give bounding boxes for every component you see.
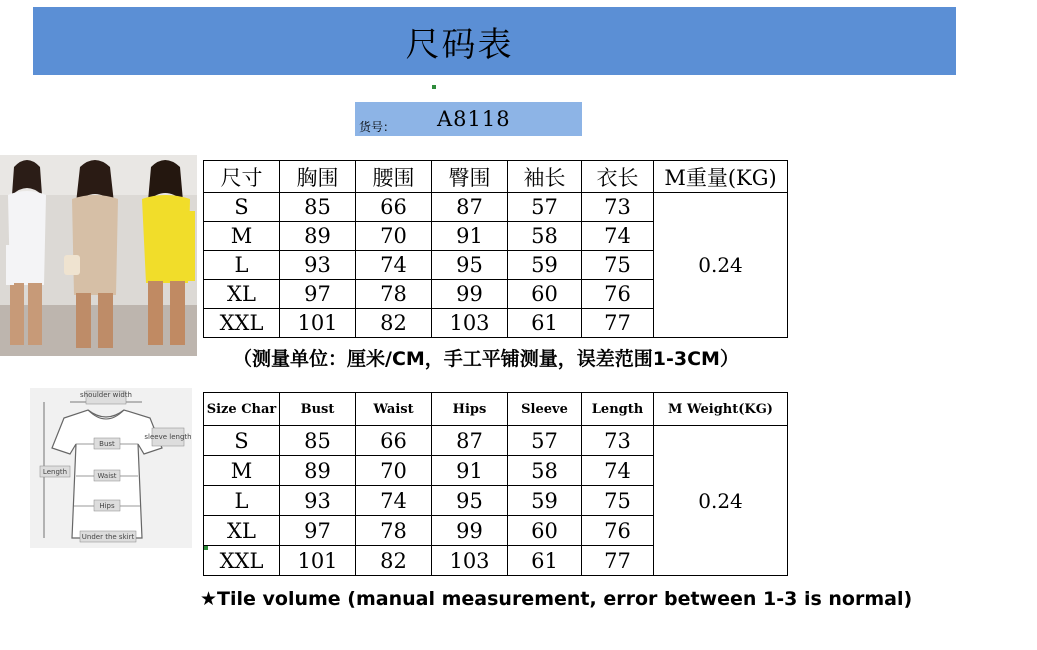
size-table-cn bbox=[203, 160, 788, 338]
cell-hips: 99 bbox=[432, 516, 508, 546]
table-row bbox=[204, 426, 788, 456]
label-length: Length bbox=[42, 468, 68, 476]
cell-waist: 70 bbox=[356, 222, 432, 251]
cell-marker bbox=[432, 85, 436, 89]
measurement-note-en: ★Tile volume (manual measurement, error between 1-3 is normal) bbox=[200, 588, 913, 610]
label-hem: Under the skirt bbox=[81, 533, 135, 541]
cell-bust: 89 bbox=[280, 222, 356, 251]
cell-sleeve: 60 bbox=[508, 280, 582, 309]
cell-sleeve: 58 bbox=[508, 456, 582, 486]
cell-marker bbox=[204, 546, 208, 550]
cell-weight: 0.24 bbox=[654, 426, 788, 576]
header-size: Size Char bbox=[204, 393, 280, 426]
cell-length: 74 bbox=[582, 456, 654, 486]
cell-hips: 103 bbox=[432, 309, 508, 338]
cell-bust: 101 bbox=[280, 309, 356, 338]
cell-hips: 95 bbox=[432, 486, 508, 516]
cell-length: 76 bbox=[582, 516, 654, 546]
cell-bust: 93 bbox=[280, 251, 356, 280]
cell-waist: 66 bbox=[356, 426, 432, 456]
cell-sleeve: 59 bbox=[508, 486, 582, 516]
cell-size: XXL bbox=[204, 309, 280, 338]
cell-hips: 91 bbox=[432, 456, 508, 486]
cell-bust: 97 bbox=[280, 516, 356, 546]
cell-sleeve: 58 bbox=[508, 222, 582, 251]
measurement-diagram bbox=[30, 388, 192, 548]
header-hips: Hips bbox=[432, 393, 508, 426]
header-hips: 臀围 bbox=[432, 161, 508, 193]
table-header-row bbox=[204, 393, 788, 426]
cell-sleeve: 57 bbox=[508, 193, 582, 222]
label-sleeve: sleeve length bbox=[144, 433, 192, 441]
page-title: 尺码表 bbox=[405, 24, 514, 65]
cell-bust: 85 bbox=[280, 193, 356, 222]
cell-hips: 99 bbox=[432, 280, 508, 309]
beige-garment bbox=[72, 195, 118, 295]
yellow-garment bbox=[142, 195, 190, 283]
cell-length: 73 bbox=[582, 426, 654, 456]
sku-label: 货号： bbox=[359, 120, 396, 134]
table-row bbox=[204, 193, 788, 222]
sku-value: A8118 bbox=[437, 107, 511, 131]
cell-weight: 0.24 bbox=[654, 193, 788, 338]
cell-length: 73 bbox=[582, 193, 654, 222]
cell-sleeve: 57 bbox=[508, 426, 582, 456]
label-hips: Hips bbox=[99, 502, 115, 510]
cell-length: 76 bbox=[582, 280, 654, 309]
cell-hips: 103 bbox=[432, 546, 508, 576]
cell-waist: 82 bbox=[356, 309, 432, 338]
cell-size: L bbox=[204, 486, 280, 516]
table-header-row bbox=[204, 161, 788, 193]
header-sleeve: 袖长 bbox=[508, 161, 582, 193]
cell-bust: 93 bbox=[280, 486, 356, 516]
cell-hips: 91 bbox=[432, 222, 508, 251]
cell-length: 75 bbox=[582, 251, 654, 280]
label-bust: Bust bbox=[99, 440, 115, 448]
header-bust: Bust bbox=[280, 393, 356, 426]
cell-length: 75 bbox=[582, 486, 654, 516]
header-sleeve: Sleeve bbox=[508, 393, 582, 426]
cell-bust: 89 bbox=[280, 456, 356, 486]
cell-hips: 95 bbox=[432, 251, 508, 280]
label-waist: Waist bbox=[97, 472, 117, 480]
size-table-en bbox=[203, 392, 788, 576]
cell-waist: 74 bbox=[356, 251, 432, 280]
cell-hips: 87 bbox=[432, 193, 508, 222]
cell-size: M bbox=[204, 222, 280, 251]
sku-box bbox=[355, 102, 582, 136]
cell-sleeve: 60 bbox=[508, 516, 582, 546]
cell-size: S bbox=[204, 426, 280, 456]
title-banner bbox=[33, 7, 956, 75]
cell-sleeve: 61 bbox=[508, 546, 582, 576]
header-length: Length bbox=[582, 393, 654, 426]
header-weight: M重量(KG) bbox=[654, 161, 788, 193]
cell-waist: 78 bbox=[356, 516, 432, 546]
cell-size: S bbox=[204, 193, 280, 222]
cell-bust: 101 bbox=[280, 546, 356, 576]
header-bust: 胸围 bbox=[280, 161, 356, 193]
cell-waist: 66 bbox=[356, 193, 432, 222]
cell-size: L bbox=[204, 251, 280, 280]
cell-bust: 97 bbox=[280, 280, 356, 309]
cell-waist: 70 bbox=[356, 456, 432, 486]
cell-length: 74 bbox=[582, 222, 654, 251]
header-waist: Waist bbox=[356, 393, 432, 426]
cell-waist: 74 bbox=[356, 486, 432, 516]
product-photo bbox=[0, 155, 197, 356]
cell-size: XL bbox=[204, 516, 280, 546]
cell-length: 77 bbox=[582, 309, 654, 338]
header-weight: M Weight(KG) bbox=[654, 393, 788, 426]
cell-size: XXL bbox=[204, 546, 280, 576]
label-shoulder: shoulder width bbox=[80, 391, 132, 399]
cell-length: 77 bbox=[582, 546, 654, 576]
header-length: 衣长 bbox=[582, 161, 654, 193]
cell-sleeve: 59 bbox=[508, 251, 582, 280]
cell-bust: 85 bbox=[280, 426, 356, 456]
cell-hips: 87 bbox=[432, 426, 508, 456]
cell-waist: 78 bbox=[356, 280, 432, 309]
cell-size: XL bbox=[204, 280, 280, 309]
cell-waist: 82 bbox=[356, 546, 432, 576]
measurement-note-cn: （测量单位：厘米/CM，手工平铺测量，误差范围1-3CM） bbox=[233, 348, 739, 370]
header-size: 尺寸 bbox=[204, 161, 280, 193]
header-waist: 腰围 bbox=[356, 161, 432, 193]
cell-size: M bbox=[204, 456, 280, 486]
cell-sleeve: 61 bbox=[508, 309, 582, 338]
